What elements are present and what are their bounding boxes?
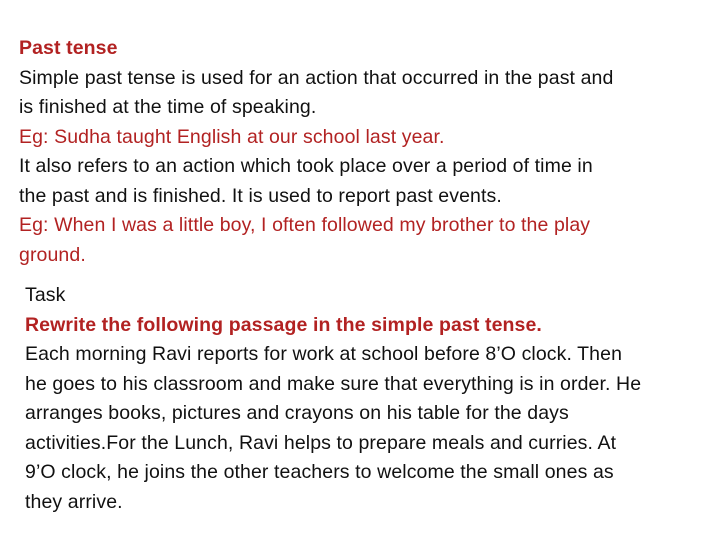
task-section — [25, 281, 715, 517]
section-heading-task: Task — [25, 284, 66, 306]
passage-line: arranges books, pictures and crayons on his table for the days — [25, 402, 569, 424]
task-instruction: Rewrite the following passage in the simple past tense. — [25, 313, 542, 336]
example-sentence: Eg: When I was a little boy, I often followed my brother to the play — [19, 214, 591, 236]
section-heading-past-tense: Past tense — [19, 37, 118, 59]
explanation-line: It also refers to an action which took place over a period of time in — [19, 155, 593, 177]
passage-line: 9’O clock, he joins the other teachers to welcome the small ones as — [25, 461, 614, 483]
explanation-line: the past and is finished. It is used to report past events. — [19, 184, 502, 207]
passage-line: he goes to his classroom and make sure that everything is in order. He — [25, 372, 642, 395]
example-sentence: ground. — [19, 243, 86, 266]
passage-line: Each morning Ravi reports for work at school before 8’O clock. Then — [25, 343, 623, 365]
passage-line: they arrive. — [25, 490, 123, 513]
example-sentence: Eg: Sudha taught English at our school last year. — [19, 125, 445, 148]
definition-line: Simple past tense is used for an action that occurred in the past and — [19, 66, 614, 89]
passage-line: activities.For the Lunch, Ravi helps to prepare meals and curries. At — [25, 431, 617, 454]
definition-line: is finished at the time of speaking. — [19, 96, 317, 118]
past-tense-section — [19, 34, 704, 270]
